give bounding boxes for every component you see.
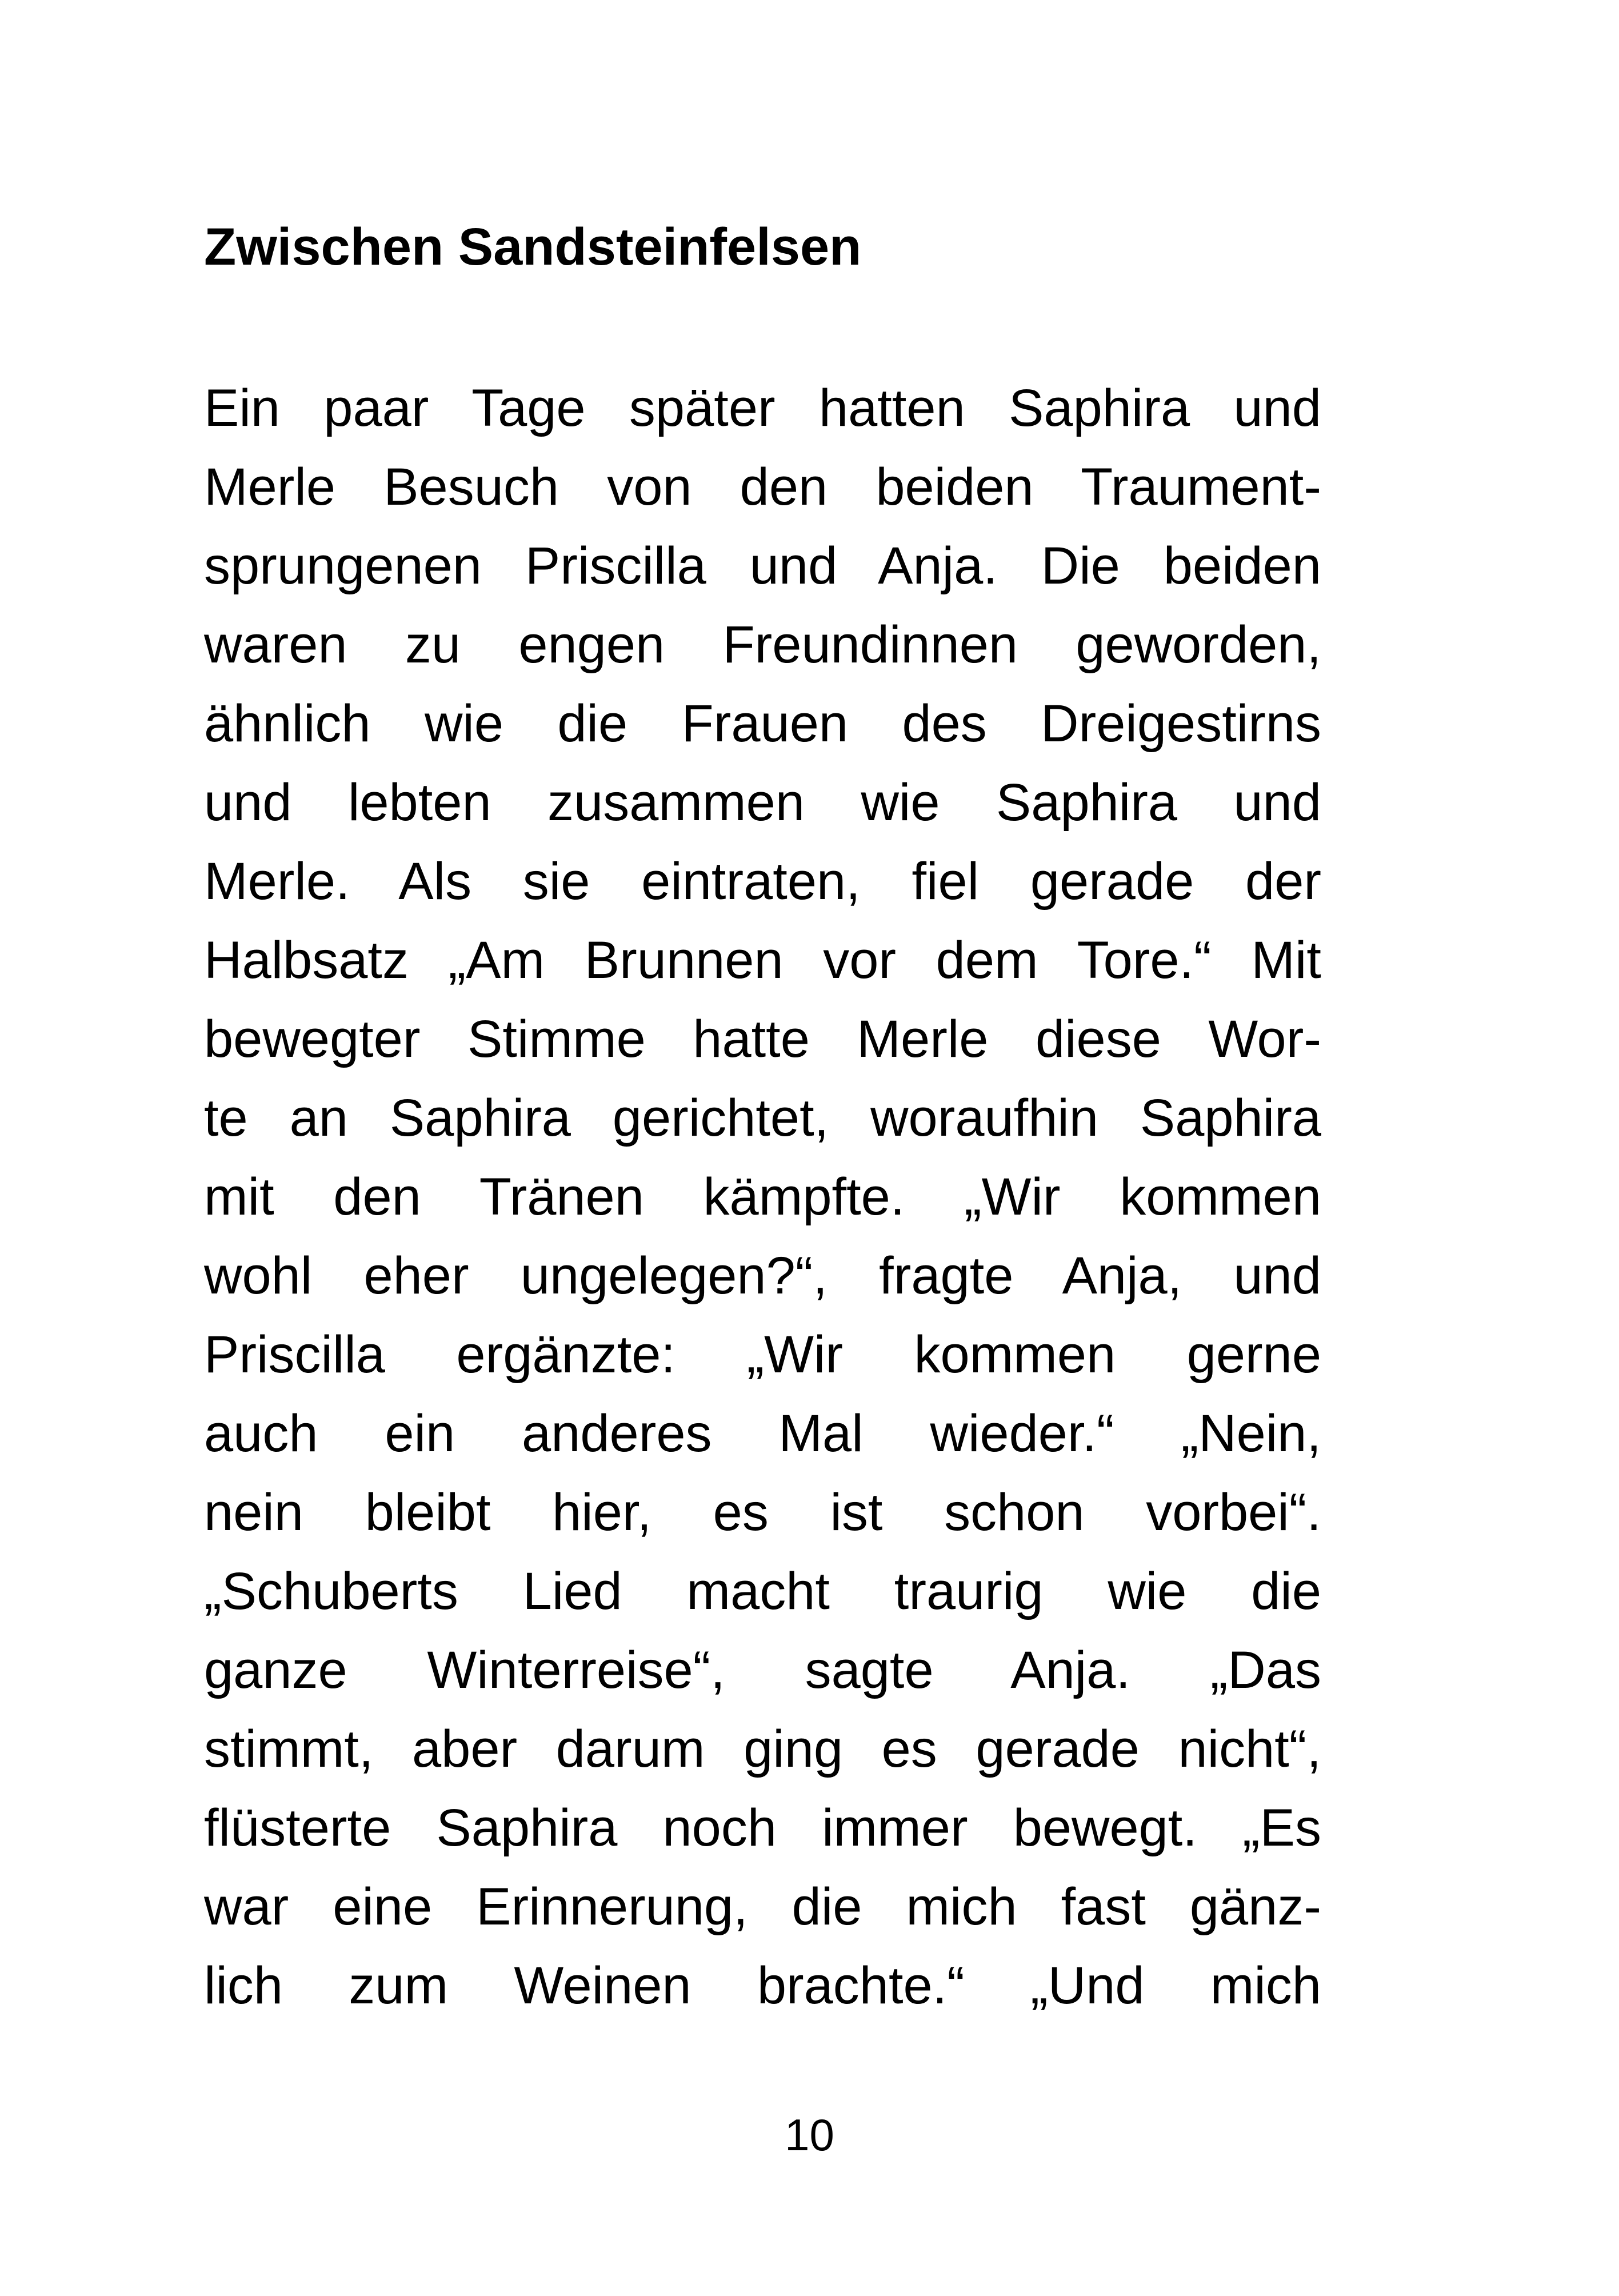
text-line: „Schuberts Lied macht traurig wie die	[204, 1562, 1321, 1620]
body-text	[204, 369, 1321, 2025]
text-line: te an Saphira gerichtet, woraufhin Saphira	[204, 1089, 1321, 1147]
text-line: ähnlich wie die Frauen des Dreigestirns	[204, 694, 1321, 753]
text-line: Ein paar Tage später hatten Saphira und	[204, 379, 1321, 437]
text-line: lich zum Weinen brachte.“ „Und mich	[204, 1956, 1321, 2015]
text-line: Halbsatz „Am Brunnen vor dem Tore.“ Mit	[204, 931, 1321, 989]
text-line: mit den Tränen kämpfte. „Wir kommen	[204, 1168, 1321, 1226]
chapter-title: Zwischen Sandsteinfelsen	[204, 218, 862, 276]
text-line: war eine Erinnerung, die mich fast gänz-	[204, 1878, 1321, 1936]
text-line: nein bleibt hier, es ist schon vorbei“.	[204, 1483, 1321, 1542]
text-line: stimmt, aber darum ging es gerade nicht“,	[204, 1720, 1321, 1778]
text-line: flüsterte Saphira noch immer bewegt. „Es	[204, 1799, 1321, 1857]
text-line: waren zu engen Freundinnen geworden,	[204, 616, 1321, 674]
text-line: bewegter Stimme hatte Merle diese Wor-	[204, 1010, 1321, 1068]
text-line: Merle. Als sie eintraten, fiel gerade der	[204, 852, 1321, 911]
text-line: sprungenen Priscilla und Anja. Die beiden	[204, 537, 1321, 595]
text-line: wohl eher ungelegen?“, fragte Anja, und	[204, 1247, 1321, 1305]
text-line: auch ein anderes Mal wieder.“ „Nein,	[204, 1404, 1321, 1463]
text-line: Priscilla ergänzte: „Wir kommen gerne	[204, 1325, 1321, 1384]
text-line: ganze Winterreise“, sagte Anja. „Das	[204, 1641, 1321, 1699]
text-line: und lebten zusammen wie Saphira und	[204, 773, 1321, 832]
page-number: 10	[785, 2110, 834, 2160]
text-line: Merle Besuch von den beiden Traument-	[204, 458, 1321, 516]
